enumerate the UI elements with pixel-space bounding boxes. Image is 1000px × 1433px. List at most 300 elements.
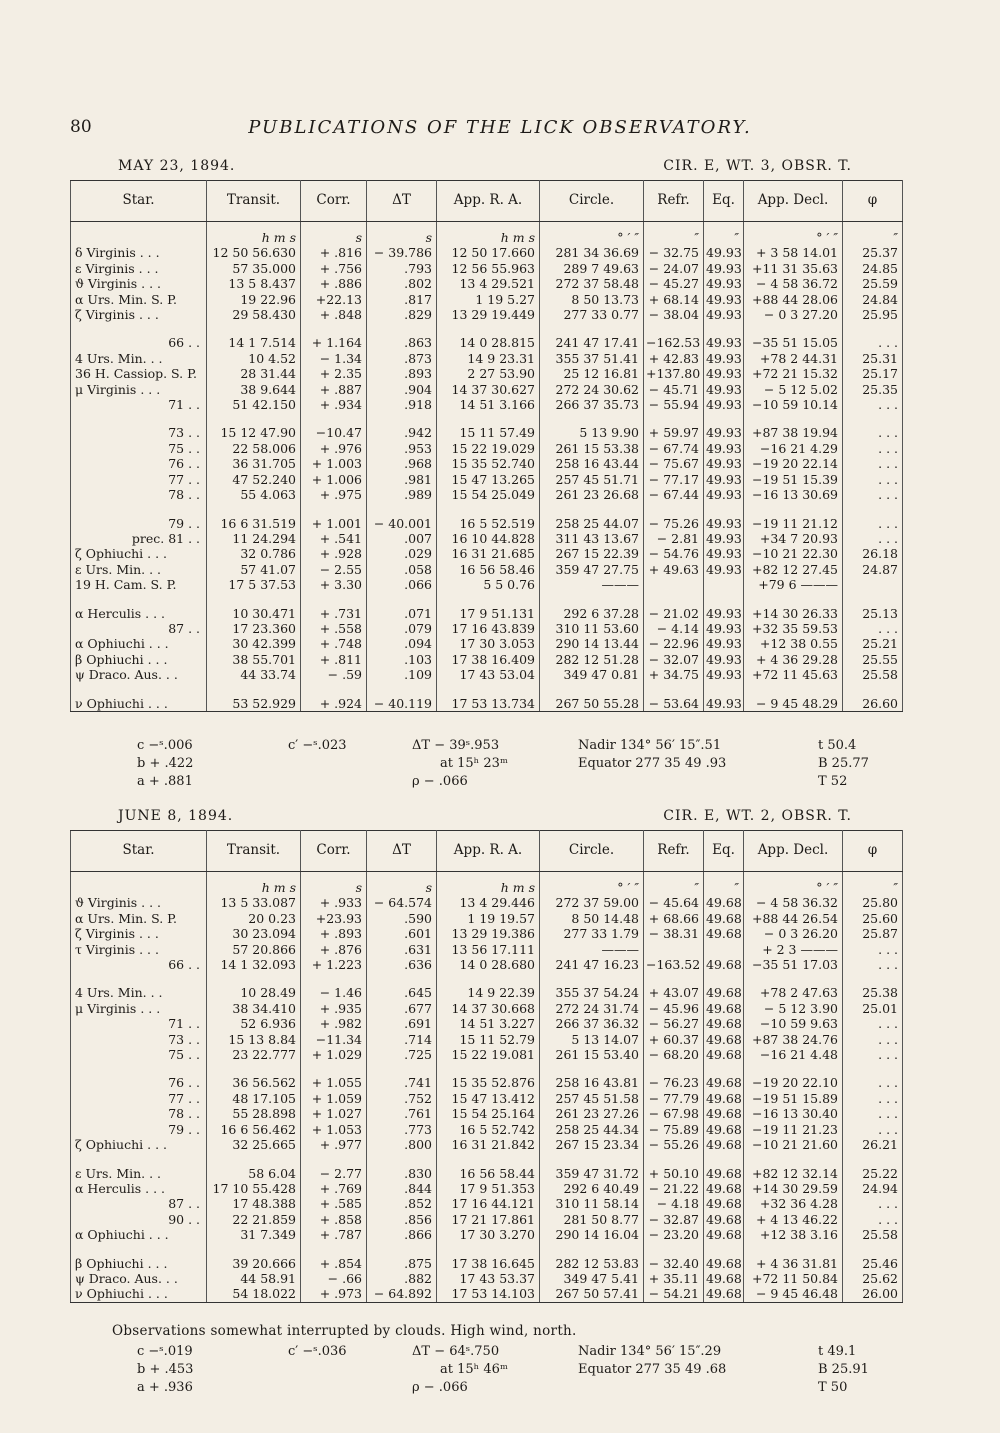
- table-row: [71, 1032, 903, 1047]
- cell-eq: 49.68: [704, 1286, 744, 1302]
- cell-phi: . . .: [843, 335, 903, 350]
- cell-delta-t: .691: [367, 1016, 437, 1031]
- unit-label-phi: ″: [843, 230, 903, 245]
- cell-app-decl: +72 21 15.32: [744, 366, 843, 381]
- table-row: [71, 1137, 903, 1152]
- cell-delta-t: .007: [367, 531, 437, 546]
- cell-eq: 49.93: [704, 351, 744, 366]
- cell-refr: − 76.23: [644, 1075, 704, 1090]
- cell-phi: 25.58: [843, 1227, 903, 1242]
- table-row: [71, 942, 903, 957]
- footer-T: T 50: [818, 1380, 848, 1395]
- cell-app-decl: +14 30 29.59: [744, 1181, 843, 1196]
- cell-eq: 49.68: [704, 1091, 744, 1106]
- cell-app-decl: +12 38 0.55: [744, 636, 843, 651]
- cell-delta-t: .829: [367, 307, 437, 322]
- cell-corr: + .975: [301, 487, 367, 502]
- cell-corr: + .858: [301, 1212, 367, 1227]
- cell-delta-t: .989: [367, 487, 437, 502]
- cell-corr: − 2.55: [301, 562, 367, 577]
- cell-corr: + .816: [301, 245, 367, 260]
- cell-delta-t: .590: [367, 911, 437, 926]
- column-header-corr: Corr.: [301, 181, 367, 222]
- cell-app-decl: −19 20 22.10: [744, 1075, 843, 1090]
- cell-circle: 281 34 36.69: [540, 245, 644, 260]
- cell-app-ra: 13 4 29.521: [437, 276, 540, 291]
- cell-app-decl: −10 21 22.30: [744, 546, 843, 561]
- table-row: [71, 1122, 903, 1137]
- cell-app-decl: + 4 13 46.22: [744, 1212, 843, 1227]
- cell-star: 73 . .: [71, 425, 207, 440]
- cell-transit: 14 1 32.093: [207, 957, 301, 972]
- cell-app-ra: 15 11 52.79: [437, 1032, 540, 1047]
- unit-label-app-decl: ° ′ ″: [744, 880, 843, 895]
- cell-phi: 24.84: [843, 292, 903, 307]
- cell-refr: [644, 942, 704, 957]
- cell-delta-t: .714: [367, 1032, 437, 1047]
- cell-star: ζ Virginis . . .: [71, 926, 207, 941]
- cell-delta-t: .631: [367, 942, 437, 957]
- footer-T: T 52: [818, 774, 848, 789]
- cell-corr: + .982: [301, 1016, 367, 1031]
- cell-delta-t: .636: [367, 957, 437, 972]
- cell-star: μ Virginis . . .: [71, 382, 207, 397]
- cell-transit: 53 52.929: [207, 696, 301, 712]
- cell-star: ζ Ophiuchi . . .: [71, 546, 207, 561]
- cell-phi: . . .: [843, 1212, 903, 1227]
- cell-corr: + .876: [301, 942, 367, 957]
- cell-star: 66 . .: [71, 957, 207, 972]
- table-row: [71, 261, 903, 276]
- cell-refr: + 59.97: [644, 425, 704, 440]
- cell-star: α Urs. Min. S. P.: [71, 292, 207, 307]
- cell-app-ra: 1 19 19.57: [437, 911, 540, 926]
- footer-c: c −ˢ.006: [137, 738, 193, 753]
- section-date: MAY 23, 1894.: [118, 158, 236, 174]
- table-row: [71, 307, 903, 322]
- cell-phi: . . .: [843, 1122, 903, 1137]
- cell-transit: 30 23.094: [207, 926, 301, 941]
- cell-app-ra: 13 4 29.446: [437, 895, 540, 910]
- cell-eq: 49.68: [704, 1212, 744, 1227]
- cell-transit: 57 20.866: [207, 942, 301, 957]
- cell-delta-t: .601: [367, 926, 437, 941]
- cell-circle: 272 37 59.00: [540, 895, 644, 910]
- cell-corr: + 1.053: [301, 1122, 367, 1137]
- cell-eq: 49.93: [704, 562, 744, 577]
- section-date: JUNE 8, 1894.: [118, 808, 234, 824]
- cell-phi: 25.80: [843, 895, 903, 910]
- cell-delta-t: .109: [367, 667, 437, 682]
- cell-corr: + 1.164: [301, 335, 367, 350]
- cell-delta-t: .103: [367, 652, 437, 667]
- cell-transit: 22 58.006: [207, 441, 301, 456]
- cell-corr: −10.47: [301, 425, 367, 440]
- cell-circle: 267 15 23.34: [540, 1137, 644, 1152]
- column-header-star: Star.: [71, 831, 207, 872]
- cell-corr: + 1.001: [301, 516, 367, 531]
- cell-refr: − 32.40: [644, 1256, 704, 1271]
- footer-c: c −ˢ.019: [137, 1344, 193, 1359]
- cell-eq: [704, 577, 744, 592]
- cell-delta-t: .830: [367, 1166, 437, 1181]
- footer-delta-t: ΔT − 39ˢ.953: [412, 738, 500, 753]
- cell-transit: 12 50 56.630: [207, 245, 301, 260]
- cell-eq: 49.68: [704, 1032, 744, 1047]
- cell-delta-t: .882: [367, 1271, 437, 1286]
- cell-eq: 49.93: [704, 621, 744, 636]
- table-row: [71, 1286, 903, 1302]
- column-header-star: Star.: [71, 181, 207, 222]
- cell-app-ra: 16 5 52.519: [437, 516, 540, 531]
- cell-circle: 258 25 44.34: [540, 1122, 644, 1137]
- cell-eq: 49.68: [704, 957, 744, 972]
- cell-star: 36 H. Cassiop. S. P.: [71, 366, 207, 381]
- cell-delta-t: .773: [367, 1122, 437, 1137]
- cell-transit: 51 42.150: [207, 397, 301, 412]
- cell-corr: + 1.055: [301, 1075, 367, 1090]
- cell-circle: 8 50 14.48: [540, 911, 644, 926]
- footer-B: B 25.77: [818, 756, 869, 771]
- cell-delta-t: .968: [367, 456, 437, 471]
- cell-corr: + .811: [301, 652, 367, 667]
- table-row: [71, 1047, 903, 1062]
- cell-transit: 22 21.859: [207, 1212, 301, 1227]
- cell-eq: 49.68: [704, 1271, 744, 1286]
- table-row: [71, 562, 903, 577]
- column-header-refr: Refr.: [644, 181, 704, 222]
- cell-transit: 29 58.430: [207, 307, 301, 322]
- footer-equator: Equator 277 35 49 .93: [578, 756, 727, 771]
- cell-app-decl: +78 2 47.63: [744, 985, 843, 1000]
- cell-app-ra: 15 47 13.412: [437, 1091, 540, 1106]
- table-row: [71, 895, 903, 910]
- cell-phi: 24.87: [843, 562, 903, 577]
- cell-transit: 19 22.96: [207, 292, 301, 307]
- cell-delta-t: .866: [367, 1227, 437, 1242]
- cell-corr: + .976: [301, 441, 367, 456]
- column-header-app-decl: App. Decl.: [744, 181, 843, 222]
- cell-transit: 36 56.562: [207, 1075, 301, 1090]
- cell-app-decl: −10 59 9.63: [744, 1016, 843, 1031]
- cell-app-decl: −35 51 17.03: [744, 957, 843, 972]
- table-row: [71, 667, 903, 682]
- cell-corr: + .854: [301, 1256, 367, 1271]
- cell-corr: + .935: [301, 1001, 367, 1016]
- cell-eq: 49.93: [704, 546, 744, 561]
- cell-refr: + 43.07: [644, 985, 704, 1000]
- cell-eq: 49.68: [704, 1075, 744, 1090]
- unit-label-refr: ″: [644, 230, 704, 245]
- cell-circle: 272 24 30.62: [540, 382, 644, 397]
- cell-circle: 266 37 35.73: [540, 397, 644, 412]
- cell-app-decl: −35 51 15.05: [744, 335, 843, 350]
- footer-rho: ρ − .066: [412, 774, 468, 789]
- cell-delta-t: − 64.574: [367, 895, 437, 910]
- cell-refr: − 21.22: [644, 1181, 704, 1196]
- cell-refr: + 68.14: [644, 292, 704, 307]
- cell-star: β Ophiuchi . . .: [71, 1256, 207, 1271]
- cell-refr: + 60.37: [644, 1032, 704, 1047]
- cell-circle: 272 24 31.74: [540, 1001, 644, 1016]
- cell-app-decl: +82 12 27.45: [744, 562, 843, 577]
- cell-phi: . . .: [843, 441, 903, 456]
- cell-phi: 25.62: [843, 1271, 903, 1286]
- cell-star: 79 . .: [71, 1122, 207, 1137]
- cell-eq: 49.68: [704, 1122, 744, 1137]
- cell-refr: − 55.94: [644, 397, 704, 412]
- cell-star: α Urs. Min. S. P.: [71, 911, 207, 926]
- column-header-circle: Circle.: [540, 181, 644, 222]
- cell-phi: . . .: [843, 1091, 903, 1106]
- cell-star: α Ophiuchi . . .: [71, 1227, 207, 1242]
- cell-app-decl: +87 38 24.76: [744, 1032, 843, 1047]
- table-row: [71, 1091, 903, 1106]
- cell-star: 87 . .: [71, 621, 207, 636]
- cell-circle: 355 37 51.41: [540, 351, 644, 366]
- footer-a: a + .936: [137, 1380, 193, 1395]
- cell-corr: − 2.77: [301, 1166, 367, 1181]
- cell-delta-t: − 40.001: [367, 516, 437, 531]
- cell-phi: . . .: [843, 472, 903, 487]
- cell-phi: . . .: [843, 1075, 903, 1090]
- cell-delta-t: .094: [367, 636, 437, 651]
- cell-star: α Ophiuchi . . .: [71, 636, 207, 651]
- cell-delta-t: .875: [367, 1256, 437, 1271]
- cell-phi: 25.37: [843, 245, 903, 260]
- cell-circle: 355 37 54.24: [540, 985, 644, 1000]
- table-row: [71, 245, 903, 260]
- table-row: [71, 1196, 903, 1211]
- cell-eq: 49.68: [704, 1256, 744, 1271]
- cell-phi: . . .: [843, 1106, 903, 1121]
- cell-corr: + 1.029: [301, 1047, 367, 1062]
- cell-star: 75 . .: [71, 441, 207, 456]
- footer-t: t 49.1: [818, 1344, 857, 1359]
- table-row: [71, 382, 903, 397]
- cell-app-decl: +88 44 28.06: [744, 292, 843, 307]
- cell-transit: 17 10 55.428: [207, 1181, 301, 1196]
- column-header-delta-t: ΔT: [367, 831, 437, 872]
- cell-app-ra: 1 19 5.27: [437, 292, 540, 307]
- table-row: [71, 985, 903, 1000]
- cell-delta-t: .066: [367, 577, 437, 592]
- cell-refr: − 54.21: [644, 1286, 704, 1302]
- cell-refr: − 45.27: [644, 276, 704, 291]
- cell-eq: 49.93: [704, 652, 744, 667]
- cell-corr: − .59: [301, 667, 367, 682]
- cell-delta-t: .918: [367, 397, 437, 412]
- cell-phi: . . .: [843, 1047, 903, 1062]
- table-row: [71, 292, 903, 307]
- cell-eq: 49.68: [704, 1196, 744, 1211]
- cell-corr: + .541: [301, 531, 367, 546]
- cell-app-ra: 13 29 19.386: [437, 926, 540, 941]
- unit-label-eq: ″: [704, 880, 744, 895]
- cell-refr: − 67.44: [644, 487, 704, 502]
- column-header-transit: Transit.: [207, 181, 301, 222]
- cell-phi: . . .: [843, 1016, 903, 1031]
- cell-app-ra: 15 35 52.740: [437, 456, 540, 471]
- cell-delta-t: .942: [367, 425, 437, 440]
- cell-refr: − 53.64: [644, 696, 704, 712]
- cell-eq: 49.93: [704, 487, 744, 502]
- cell-app-ra: 12 50 17.660: [437, 245, 540, 260]
- unit-label-star: [71, 880, 207, 895]
- cell-corr: + .848: [301, 307, 367, 322]
- cell-refr: − 23.20: [644, 1227, 704, 1242]
- cell-app-ra: 14 0 28.815: [437, 335, 540, 350]
- cell-app-ra: 15 22 19.029: [437, 441, 540, 456]
- cell-transit: 38 9.644: [207, 382, 301, 397]
- cell-eq: 49.93: [704, 472, 744, 487]
- cell-star: 4 Urs. Min. . .: [71, 351, 207, 366]
- cell-circle: 311 43 13.67: [540, 531, 644, 546]
- cell-corr: + .893: [301, 926, 367, 941]
- cell-circle: 267 50 57.41: [540, 1286, 644, 1302]
- cell-corr: + .748: [301, 636, 367, 651]
- cell-star: 76 . .: [71, 1075, 207, 1090]
- cell-delta-t: .741: [367, 1075, 437, 1090]
- cell-circle: 277 33 0.77: [540, 307, 644, 322]
- cell-phi: 25.13: [843, 606, 903, 621]
- cell-app-decl: +78 2 44.31: [744, 351, 843, 366]
- cell-app-ra: 14 9 23.31: [437, 351, 540, 366]
- cell-star: 66 . .: [71, 335, 207, 350]
- cell-transit: 38 55.701: [207, 652, 301, 667]
- cell-circle: 292 6 37.28: [540, 606, 644, 621]
- table-row: [71, 1181, 903, 1196]
- cell-delta-t: .071: [367, 606, 437, 621]
- table-row: [71, 1212, 903, 1227]
- cell-star: 79 . .: [71, 516, 207, 531]
- table-row: [71, 636, 903, 651]
- cell-app-ra: 16 5 52.742: [437, 1122, 540, 1137]
- cell-app-ra: 17 16 44.121: [437, 1196, 540, 1211]
- unit-label-circle: ° ′ ″: [540, 230, 644, 245]
- cell-app-ra: 17 9 51.131: [437, 606, 540, 621]
- cell-corr: + .977: [301, 1137, 367, 1152]
- cell-app-decl: +12 38 3.16: [744, 1227, 843, 1242]
- cell-eq: 49.93: [704, 425, 744, 440]
- table-row: [71, 397, 903, 412]
- table-row: [71, 531, 903, 546]
- cell-app-decl: +72 11 45.63: [744, 667, 843, 682]
- cell-corr: + .731: [301, 606, 367, 621]
- cell-corr: + .787: [301, 1227, 367, 1242]
- cell-circle: 272 37 58.48: [540, 276, 644, 291]
- cell-app-ra: 15 54 25.164: [437, 1106, 540, 1121]
- cell-star: μ Virginis . . .: [71, 1001, 207, 1016]
- cell-phi: . . .: [843, 456, 903, 471]
- cell-refr: − 32.75: [644, 245, 704, 260]
- cell-refr: − 21.02: [644, 606, 704, 621]
- column-header-transit: Transit.: [207, 831, 301, 872]
- cell-transit: 28 31.44: [207, 366, 301, 381]
- cell-corr: +23.93: [301, 911, 367, 926]
- cell-phi: . . .: [843, 957, 903, 972]
- observation-table: [70, 180, 903, 712]
- cell-refr: − 77.17: [644, 472, 704, 487]
- cell-phi: 25.01: [843, 1001, 903, 1016]
- column-header-refr: Refr.: [644, 831, 704, 872]
- table-row: [71, 1075, 903, 1090]
- cell-app-ra: 14 51 3.166: [437, 397, 540, 412]
- cell-star: ψ Draco. Aus. . .: [71, 667, 207, 682]
- cell-circle: 258 16 43.81: [540, 1075, 644, 1090]
- table-row: [71, 276, 903, 291]
- cell-refr: − 2.81: [644, 531, 704, 546]
- cell-phi: . . .: [843, 397, 903, 412]
- cell-phi: 25.95: [843, 307, 903, 322]
- cell-star: 71 . .: [71, 1016, 207, 1031]
- cell-transit: 44 58.91: [207, 1271, 301, 1286]
- cell-transit: 55 28.898: [207, 1106, 301, 1121]
- cell-phi: . . .: [843, 531, 903, 546]
- cell-transit: 31 7.349: [207, 1227, 301, 1242]
- cell-refr: + 68.66: [644, 911, 704, 926]
- unit-label-transit: h m s: [207, 230, 301, 245]
- cell-eq: 49.68: [704, 1227, 744, 1242]
- cell-delta-t: .725: [367, 1047, 437, 1062]
- cell-transit: 39 20.666: [207, 1256, 301, 1271]
- cell-eq: 49.93: [704, 636, 744, 651]
- cell-eq: 49.93: [704, 531, 744, 546]
- cell-app-decl: −19 51 15.39: [744, 472, 843, 487]
- unit-label-app-decl: ° ′ ″: [744, 230, 843, 245]
- table-row: [71, 1106, 903, 1121]
- cell-app-ra: 5 5 0.76: [437, 577, 540, 592]
- cell-eq: [704, 942, 744, 957]
- cell-star: τ Virginis . . .: [71, 942, 207, 957]
- cell-app-decl: −19 11 21.23: [744, 1122, 843, 1137]
- cell-refr: +137.80: [644, 366, 704, 381]
- cell-refr: [644, 577, 704, 592]
- cell-refr: + 50.10: [644, 1166, 704, 1181]
- cell-circle: 282 12 53.83: [540, 1256, 644, 1271]
- cell-circle: 241 47 17.41: [540, 335, 644, 350]
- observation-note: Observations somewhat interrupted by clouds. High wind, north.: [112, 1323, 577, 1339]
- cell-eq: 49.93: [704, 292, 744, 307]
- cell-corr: + 1.223: [301, 957, 367, 972]
- cell-eq: 49.93: [704, 335, 744, 350]
- cell-refr: − 38.31: [644, 926, 704, 941]
- cell-star: 73 . .: [71, 1032, 207, 1047]
- footer-delta-t: ΔT − 64ˢ.750: [412, 1344, 500, 1359]
- cell-corr: − 1.46: [301, 985, 367, 1000]
- cell-circle: 267 50 55.28: [540, 696, 644, 712]
- cell-phi: 26.21: [843, 1137, 903, 1152]
- cell-transit: 13 5 33.087: [207, 895, 301, 910]
- cell-circle: 258 16 43.44: [540, 456, 644, 471]
- cell-corr: + .887: [301, 382, 367, 397]
- cell-delta-t: .893: [367, 366, 437, 381]
- cell-app-ra: 17 43 53.37: [437, 1271, 540, 1286]
- cell-phi: 25.46: [843, 1256, 903, 1271]
- footer-c-prime: c′ −ˢ.036: [288, 1344, 347, 1359]
- cell-eq: 49.93: [704, 456, 744, 471]
- cell-eq: 49.93: [704, 382, 744, 397]
- cell-star: 76 . .: [71, 456, 207, 471]
- cell-app-decl: +32 35 59.53: [744, 621, 843, 636]
- cell-star: ζ Ophiuchi . . .: [71, 1137, 207, 1152]
- cell-phi: 25.58: [843, 667, 903, 682]
- table-row: [71, 441, 903, 456]
- cell-app-ra: 17 43 53.04: [437, 667, 540, 682]
- cell-corr: + .924: [301, 696, 367, 712]
- table-row: [71, 652, 903, 667]
- cell-delta-t: .856: [367, 1212, 437, 1227]
